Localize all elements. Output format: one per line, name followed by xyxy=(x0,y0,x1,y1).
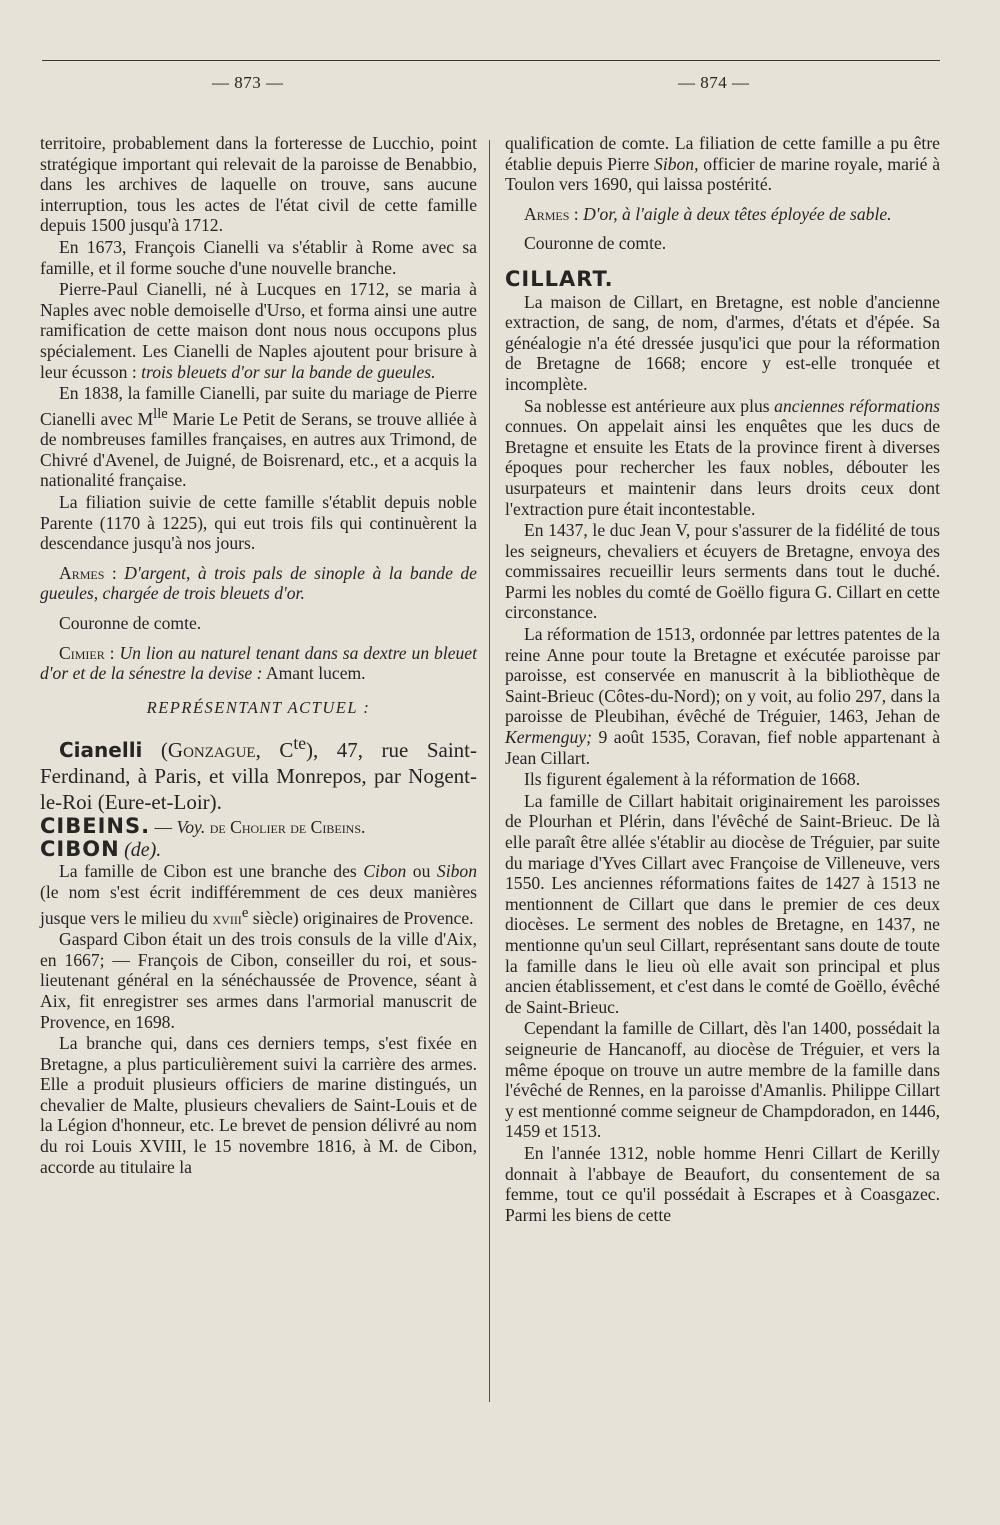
paragraph: qualification de comte. La filiation de cette famille a pu être établie depuis Pierre Sibon, officier de marine royale, marié à Toulon vers 1690, qui laissa postérité. xyxy=(505,133,941,195)
paragraph: Pierre-Paul Cianelli, né à Lucques en 1712, se maria à Naples avec noble demoiselle d'Urso, et forma ainsi une autre ramification de cette maison dont nous nous occupons plus spécialement. Les Cianelli de Naples ajoutent pour brisure à leur écusson : trois bleuets d'or sur la bande de gueules. xyxy=(40,279,477,382)
couronne-left: Couronne de comte. xyxy=(59,612,202,633)
page-number-left: — 873 — xyxy=(212,73,284,92)
page-number-right: — 874 — xyxy=(678,73,750,92)
armes-left: Armes : D'argent, à trois pals de sinople à la bande de gueules, chargée de trois bleuets d'or. xyxy=(40,562,477,604)
paragraph: La famille de Cillart habitait originairement les paroisses de Plourhan et Plérin, dans l'évêché de Saint-Brieuc. De là elle paraît être allée s'établir au diocèse de Tréguier, par suite du mariage d'Yves Cillart avec Françoise de Villeneuve, vers 1550. Les anciennes réformations faites de 1427 à 1513 ne mentionnent de Cillart que dans le premier de ces deux diocèses. Le serment des nobles de Bretagne, en 1437, ne mentionne qu'un seul Cillart, représentant sans doute de toute la famille dans le lieu où elle avait son principal et plus ancien établissement, et c'est dans le comté de Goëllo, évêché de Saint-Brieuc. xyxy=(505,790,940,1017)
paragraph: En 1437, le duc Jean V, pour s'assurer de la fidélité de tous les seigneurs, chevaliers et écuyers de Bretagne, envoya des commissaires recueillir leurs serments dans tout le duché. Parmi les nobles du comté de Goëllo figura G. Cillart en cette circonstance. xyxy=(505,520,940,623)
paragraph: La réformation de 1513, ordonnée par lettres patentes de la reine Anne pour toute la Bretagne et exécutée paroisse par paroisse, est conservée en manuscrit à la bibliothèque de Saint-Brieuc (Côtes-du-Nord); on y voit, au folio 297, dans la paroisse de Pleubihan, évêché de Tréguier, 1463, Jehan de Kermenguy; 9 août 1535, Coravan, fief noble appartenant à Jean Cillart. xyxy=(505,624,940,768)
header-rule xyxy=(42,60,940,61)
representative-title: REPRÉSENTANT ACTUEL : xyxy=(146,697,371,717)
couronne-right: Couronne de comte. xyxy=(524,233,667,254)
armes-right: Armes : D'or, à l'aigle à deux têtes éployée de sable. xyxy=(524,203,892,224)
paragraph: La branche qui, dans ces derniers temps, s'est fixée en Bretagne, a plus particulièrement suivi la carrière des armes. Elle a produit plusieurs officiers de marine distingués, un chevalier de Malte, plusieurs chevaliers de Saint-Louis et de la Légion d'honneur, etc. Le brevet de pension délivré au nom du roi Louis XVIII, le 15 novembre 1816, à M. de Cibon, accorde au titulaire la xyxy=(40,1033,477,1177)
entry-cibon-heading: CIBON (de). xyxy=(40,836,162,861)
paragraph: territoire, probablement dans la forteresse de Lucchio, point stratégique important qui relevait de la paroisse de Benabbio, dans les archives de laquelle on trouve, sans aucune interruption, tous les actes de l'état civil de cette famille depuis 1500 jusqu'à 1712. xyxy=(40,133,477,236)
entry-cillart-heading: CILLART. xyxy=(505,266,614,291)
paragraph: Gaspard Cibon était un des trois consuls de la ville d'Aix, en 1667; — François de Cibon, conseiller du roi, et sous-lieutenant général en la sénéchaussée de Provence, séant à Aix, fit enregistrer ses armes dans l'armorial manuscrit de Provence, en 1698. xyxy=(40,929,477,1032)
left-column xyxy=(40,133,477,1178)
cimier: Cimier : Un lion au naturel tenant dans sa dextre un bleuet d'or et de la sénestre la devise : Amant lucem. xyxy=(40,642,478,684)
representative: Cianelli (Gonzague, $C^{te}$), 47, rue Saint-Ferdinand, à Paris, et villa Monrepos, par Nogent-le-Roi (Eure-et-Loir). xyxy=(40,733,477,815)
entry-cibeins: CIBEINS. — Voy. de Cholier de Cibeins. xyxy=(40,814,366,839)
paragraph: La filiation suivie de cette famille s'établit depuis noble Parente (1170 à 1225), qui eut trois fils qui continuèrent la descendance jusqu'à nos jours. xyxy=(40,491,477,554)
paragraph: Sa noblesse est antérieure aux plus anciennes réformations connues. On appelait ainsi les enquêtes que les ducs de Bretagne et ensuite les Etats de la province firent à diverses époques pour rechercher les faux nobles, débouter les usurpateurs et maintenir dans leurs droits ceux dont l'extraction pure était incontestable. xyxy=(505,395,940,519)
paragraph: En 1838, la famille Cianelli, par suite du mariage de Pierre Cianelli avec $M^{lle}$ Marie Le Petit de Serans, se trouve alliée à de nombreuses familles françaises, en autres aux Trimond, de Chivré d'Avenel, de Juigné, de Boisrenard, etc., et a acquis la nationalité française. xyxy=(40,383,477,491)
right-column xyxy=(505,133,940,1226)
paragraph: Cependant la famille de Cillart, dès l'an 1400, possédait la seigneurie de Hancanoff, au diocèse de Tréguier, et vers la même époque on trouve un autre membre de la famille dans l'évêché de Rennes, en la paroisse d'Amanlis. Philippe Cillart y est mentionné comme seigneur de Champdoradon, en 1446, 1459 et 1513. xyxy=(505,1018,940,1142)
paragraph: La famille de Cibon est une branche des Cibon ou Sibon (le nom s'est écrit indifféremment de ces deux manières jusque vers le milieu du xviii$^e$ siècle) originaires de Provence. xyxy=(40,861,477,928)
paragraph: Ils figurent également à la réformation de 1668. xyxy=(524,769,861,790)
paragraph: En l'année 1312, noble homme Henri Cillart de Kerilly donnait à l'abbaye de Beaufort, du consentement de sa femme, tout ce qu'il possédait à Escrapes et à Coasgazec. Parmi les biens de cette xyxy=(505,1142,940,1225)
column-divider xyxy=(489,140,490,1402)
paragraph: En 1673, François Cianelli va s'établir à Rome avec sa famille, et il forme souche d'une nouvelle branche. xyxy=(40,236,477,278)
paragraph: La maison de Cillart, en Bretagne, est noble d'ancienne extraction, de sang, de nom, d'armes, d'états et d'épée. Sa généalogie n'a été dressée jusqu'ici que pour la réformation de Bretagne de 1668; encore y est-elle tronquée et incomplète. xyxy=(505,291,940,394)
